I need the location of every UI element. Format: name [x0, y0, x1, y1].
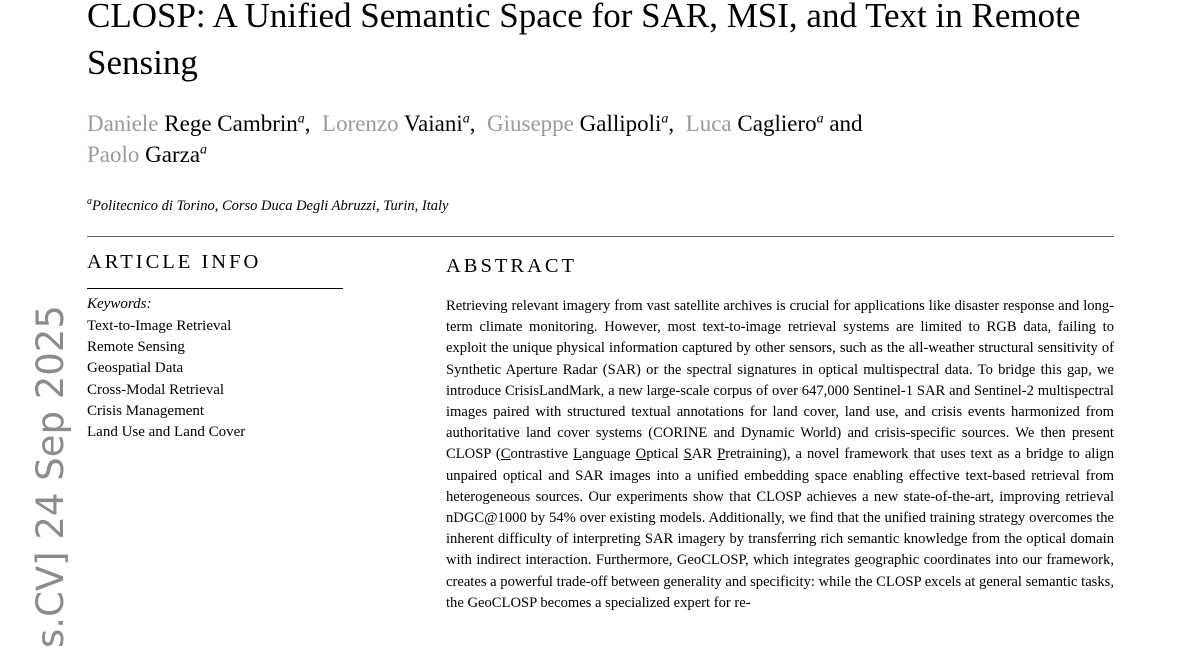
- header-divider: [87, 236, 1114, 237]
- keyword: Crisis Management: [87, 402, 205, 419]
- author-list: Daniele Rege Cambrin$^a$, Lorenzo Vaiani$^a$, Giuseppe Gallipoli$^a$, Luca Cagliero$^a$ and Paolo Garza$^a$: [87, 111, 863, 167]
- keyword-list: [87, 316, 245, 443]
- author: Lorenzo Vaiani$^a$: [322, 111, 470, 136]
- keywords-label: Keywords:: [87, 296, 152, 312]
- arxiv-stamp: s.CV] 24 Sep 2025: [29, 305, 72, 648]
- keyword: Text-to-Image Retrieval: [87, 318, 232, 334]
- and-word: and: [829, 111, 863, 136]
- author: Daniele Rege Cambrin$^a$: [87, 111, 305, 136]
- article-info-heading: ARTICLE INFO: [87, 251, 262, 273]
- author: Paolo Garza$^a$: [87, 142, 208, 167]
- author: Luca Cagliero$^a$: [685, 111, 824, 136]
- author: Giuseppe Gallipoli$^a$: [487, 111, 669, 136]
- abstract-heading: ABSTRACT: [446, 255, 578, 277]
- keyword: Geospatial Data: [87, 360, 184, 377]
- article-info-divider: [87, 288, 343, 289]
- paper-title: CLOSP: A Unified Semantic Space for SAR, MSI, and Text in Remote Sensing: [87, 0, 1081, 82]
- keyword: Cross-Modal Retrieval: [87, 381, 225, 398]
- abstract-body: Retrieving relevant imagery from vast satellite archives is crucial for applications like disaster response and long-term climate monitoring. However, most text-to-image retrieval systems are limited to RGB data, failing to exploit the unique physical information captured by other sensors, such as the all-weather structural sensitivity of Synthetic Aperture Radar (SAR) or the spectral signatures in optical multispectral data. To bridge this gap, we introduce CrisisLandMark, a new large-scale corpus of over 647,000 Sentinel-1 SAR and Sentinel-2 multispectral images paired with structured textual annotations for land cover, land use, and crisis events harmonized from authoritative land cover systems (CORINE and Dynamic World) and crisis-specific sources. We then present CLOSP (Contrastive Language Optical SAR Pretraining), a novel framework that uses text as a bridge to align unpaired optical and SAR images into a unified embedding space enabling effective text-based retrieval from heterogeneous sources. Our experiments show that CLOSP achieves a new state-of-the-art, improving retrieval nDGC@1000 by 54% over existing models. Additionally, we find that the unified training strategy overcomes the inherent difficulty of interpreting SAR imagery by transferring rich semantic knowledge from the optical domain with indirect interaction. Furthermore, GeoCLOSP, which integrates geographic coordinates into our framework, creates a powerful trade-off between generality and specificity: while the CLOSP excels at general semantic tasks, the GeoCLOSP becomes a specialized expert for re-: [446, 298, 1114, 611]
- acronym-expansion: Contrastive Language Optical SAR Pretraining: [500, 446, 782, 463]
- keyword: Land Use and Land Cover: [87, 424, 246, 441]
- affiliation: $^a$Politecnico di Torino, Corso Duca Degli Abruzzi, Turin, Italy: [87, 196, 449, 214]
- keyword: Remote Sensing: [87, 339, 185, 356]
